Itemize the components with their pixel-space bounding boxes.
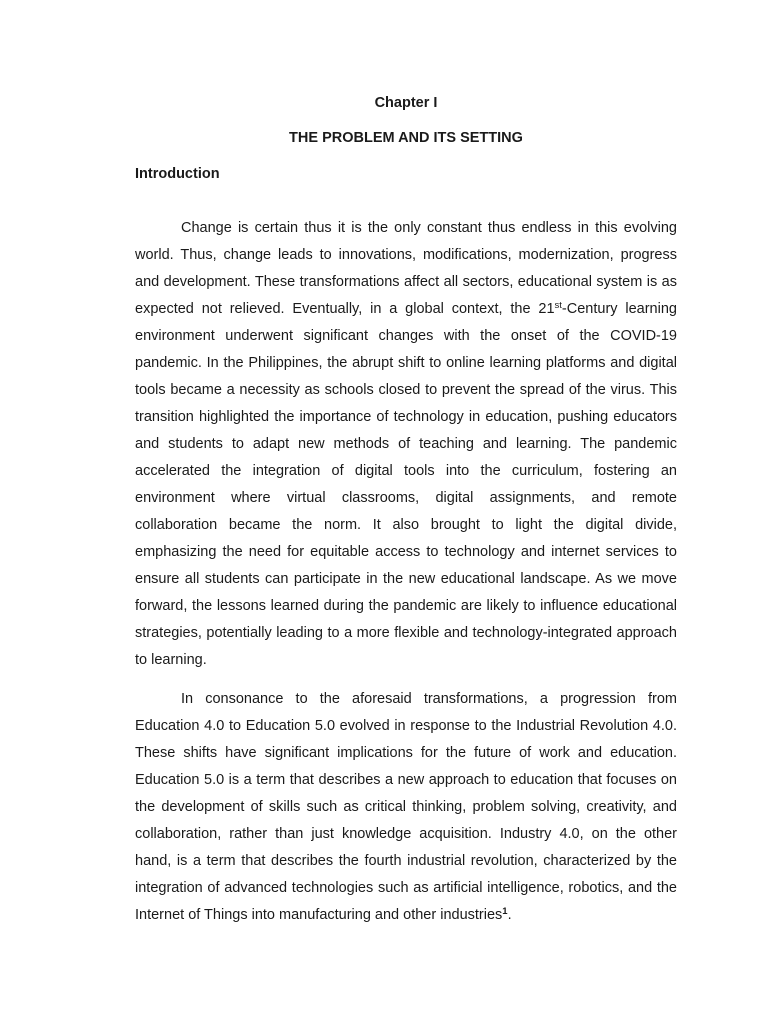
paragraph-2-text: In consonance to the aforesaid transformations, a progression from Education 4.0 to Education 5.0 evolved in response to the Industrial Revolution 4.0. These shifts have significant implications for the future of work and education. Education 5.0 is a term that describes a new approach to education that focuses on the development of skills such as critical thinking, problem solving, creativity, and collaboration, rather than just knowledge acquisition. Industry 4.0, on the other hand, is a term that describes the fourth industrial revolution, characterized by the integration of advanced technologies such as artificial intelligence, robotics, and the Internet of Things into manufacturing and other industries: [135, 691, 677, 923]
ordinal-superscript: st: [554, 300, 562, 311]
chapter-title: THE PROBLEM AND ITS SETTING: [289, 130, 523, 146]
chapter-label: Chapter I: [374, 95, 438, 111]
paragraph-introduction-1: [135, 215, 677, 674]
footnote-reference: 1: [502, 906, 508, 917]
paragraph-introduction-2: [135, 686, 677, 929]
section-heading: Introduction: [135, 166, 220, 182]
paragraph-1-text-start: Change is certain thus it is the only constant thus endless in this evolving world. Thus, change leads to innovations, modifications, modernization, progress and development. These transformations affect all sectors, educational system is as expected not relieved. Eventually, in a global context, the 21: [135, 220, 677, 317]
paragraph-1-text-end: -Century learning environment underwent significant changes with the onset of the COVID-19 pandemic. In the Philippines, the abrupt shift to online learning platforms and digital tools became a necessity as schools closed to prevent the spread of the virus. This transition highlighted the importance of technology in education, pushing educators and students to adapt new methods of teaching and learning. The pandemic accelerated the integration of digital tools into the curriculum, fostering an environment where virtual classrooms, digital assignments, and remote collaboration became the norm. It also brought to light the digital divide, emphasizing the need for equitable access to technology and internet services to ensure all students can participate in the new educational landscape. As we move forward, the lessons learned during the pandemic are likely to influence educational strategies, potentially leading to a more flexible and technology-integrated approach to learning.: [135, 301, 677, 668]
paragraph-2-end: .: [507, 907, 512, 923]
